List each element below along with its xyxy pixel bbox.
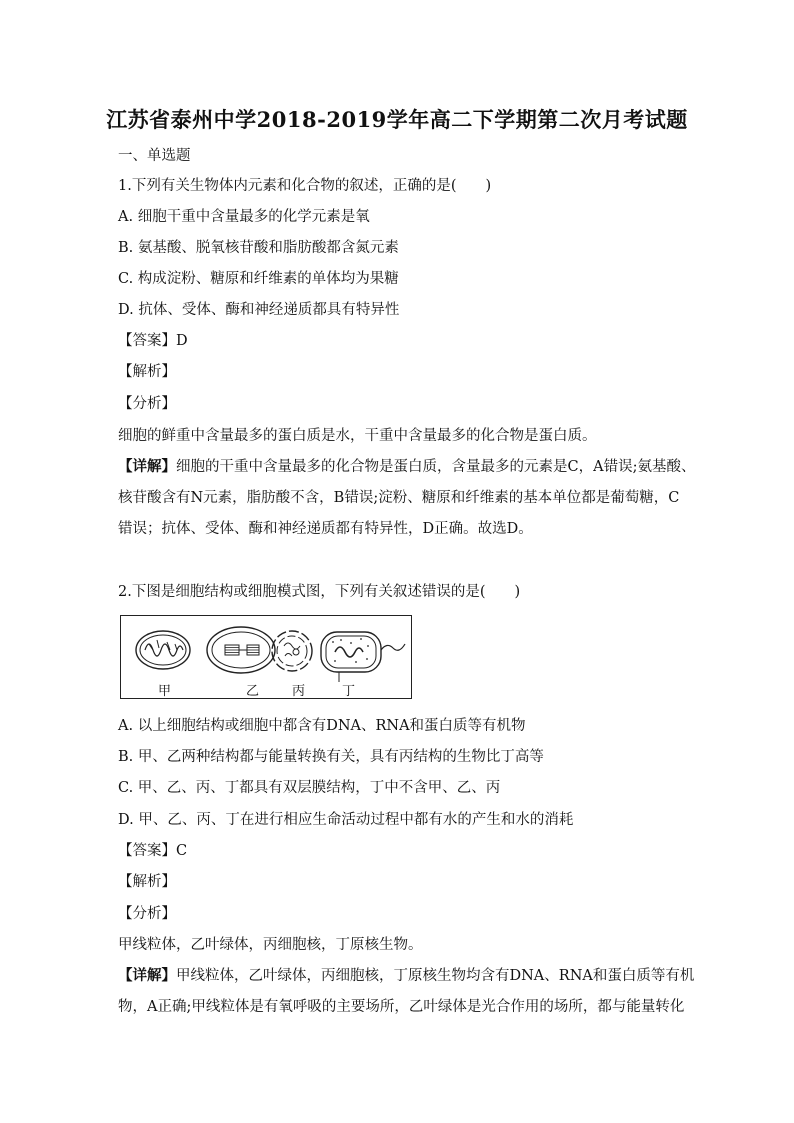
section-heading: 一、单选题 [118,148,191,164]
q2-option-b: B. 甲、乙两种结构都与能量转换有关，具有丙结构的生物比丁高等 [118,749,544,765]
q2-detail-line-1 [118,966,694,986]
q2-fenxi-tag: 【分析】 [118,906,176,922]
q1-stem: 1.下列有关生物体内元素和化合物的叙述，正确的是( ) [118,178,492,194]
q1-option-d: D. 抗体、受体、酶和神经递质都具有特异性 [118,302,400,318]
q2-option-d: D. 甲、乙、丙、丁在进行相应生命活动过程中都有水的产生和水的消耗 [118,812,574,828]
q2-detail-line-2: 物，A正确;甲线粒体是有氧呼吸的主要场所，乙叶绿体是光合作用的场所，都与能量转化 [118,999,685,1015]
figure-label-bing: 丙 [292,684,306,699]
q1-analysis: 细胞的鲜重中含量最多的蛋白质是水，干重中含量最多的化合物是蛋白质。 [118,428,597,444]
page-title: 江苏省泰州中学2018-2019学年高二下学期第二次月考试题 [106,107,688,132]
answer-tag: 【答案】 [118,333,176,349]
answer-value: D [176,333,188,349]
prokaryote-drawing [321,632,405,682]
q1-option-c: C. 构成淀粉、糖原和纤维素的单体均为果糖 [118,271,399,287]
q1-option-a: A. 细胞干重中含量最多的化学元素是氧 [118,209,370,225]
q2-jiexi-tag: 【解析】 [118,874,176,890]
q2-option-a: A. 以上细胞结构或细胞中都含有DNA、RNA和蛋白质等有机物 [118,718,526,734]
detail-tag: 【详解】 [118,967,176,984]
q1-answer [118,331,188,351]
chloroplast-drawing [207,627,275,673]
q1-fenxi-tag: 【分析】 [118,396,176,412]
detail-tag: 【详解】 [118,458,176,475]
q1-detail-line-2: 核苷酸含有N元素，脂肪酸不含，B错误;淀粉、糖原和纤维素的基本单位都是葡萄糖，C [118,490,680,506]
q2-analysis: 甲线粒体，乙叶绿体，丙细胞核，丁原核生物。 [118,937,423,953]
q1-detail-line-3: 错误；抗体、受体、酶和神经递质都有特异性，D正确。故选D。 [118,521,533,537]
figure-label-ding: 丁 [342,684,356,699]
detail-text: 甲线粒体，乙叶绿体，丙细胞核，丁原核生物均含有DNA、RNA和蛋白质等有机 [176,968,695,984]
figure-label-yi: 乙 [246,684,260,699]
nucleus-drawing [272,631,312,671]
answer-value: C [176,843,188,859]
detail-text: 细胞的干重中含量最多的化合物是蛋白质，含量最多的元素是C，A错误;氨基酸、 [176,459,696,475]
q2-option-c: C. 甲、乙、丙、丁都具有双层膜结构，丁中不含甲、乙、丙 [118,780,501,796]
q2-answer [118,841,187,861]
q1-detail-line-1 [118,457,695,477]
mitochondrion-drawing [136,631,190,669]
figure-label-jia: 甲 [158,684,172,699]
q1-option-b: B. 氨基酸、脱氧核苷酸和脂肪酸都含氮元素 [118,240,399,256]
cell-structure-figure [120,615,412,699]
q2-stem: 2.下图是细胞结构或细胞模式图，下列有关叙述错误的是( ) [118,584,521,600]
q1-jiexi-tag: 【解析】 [118,364,176,380]
answer-tag: 【答案】 [118,843,176,859]
